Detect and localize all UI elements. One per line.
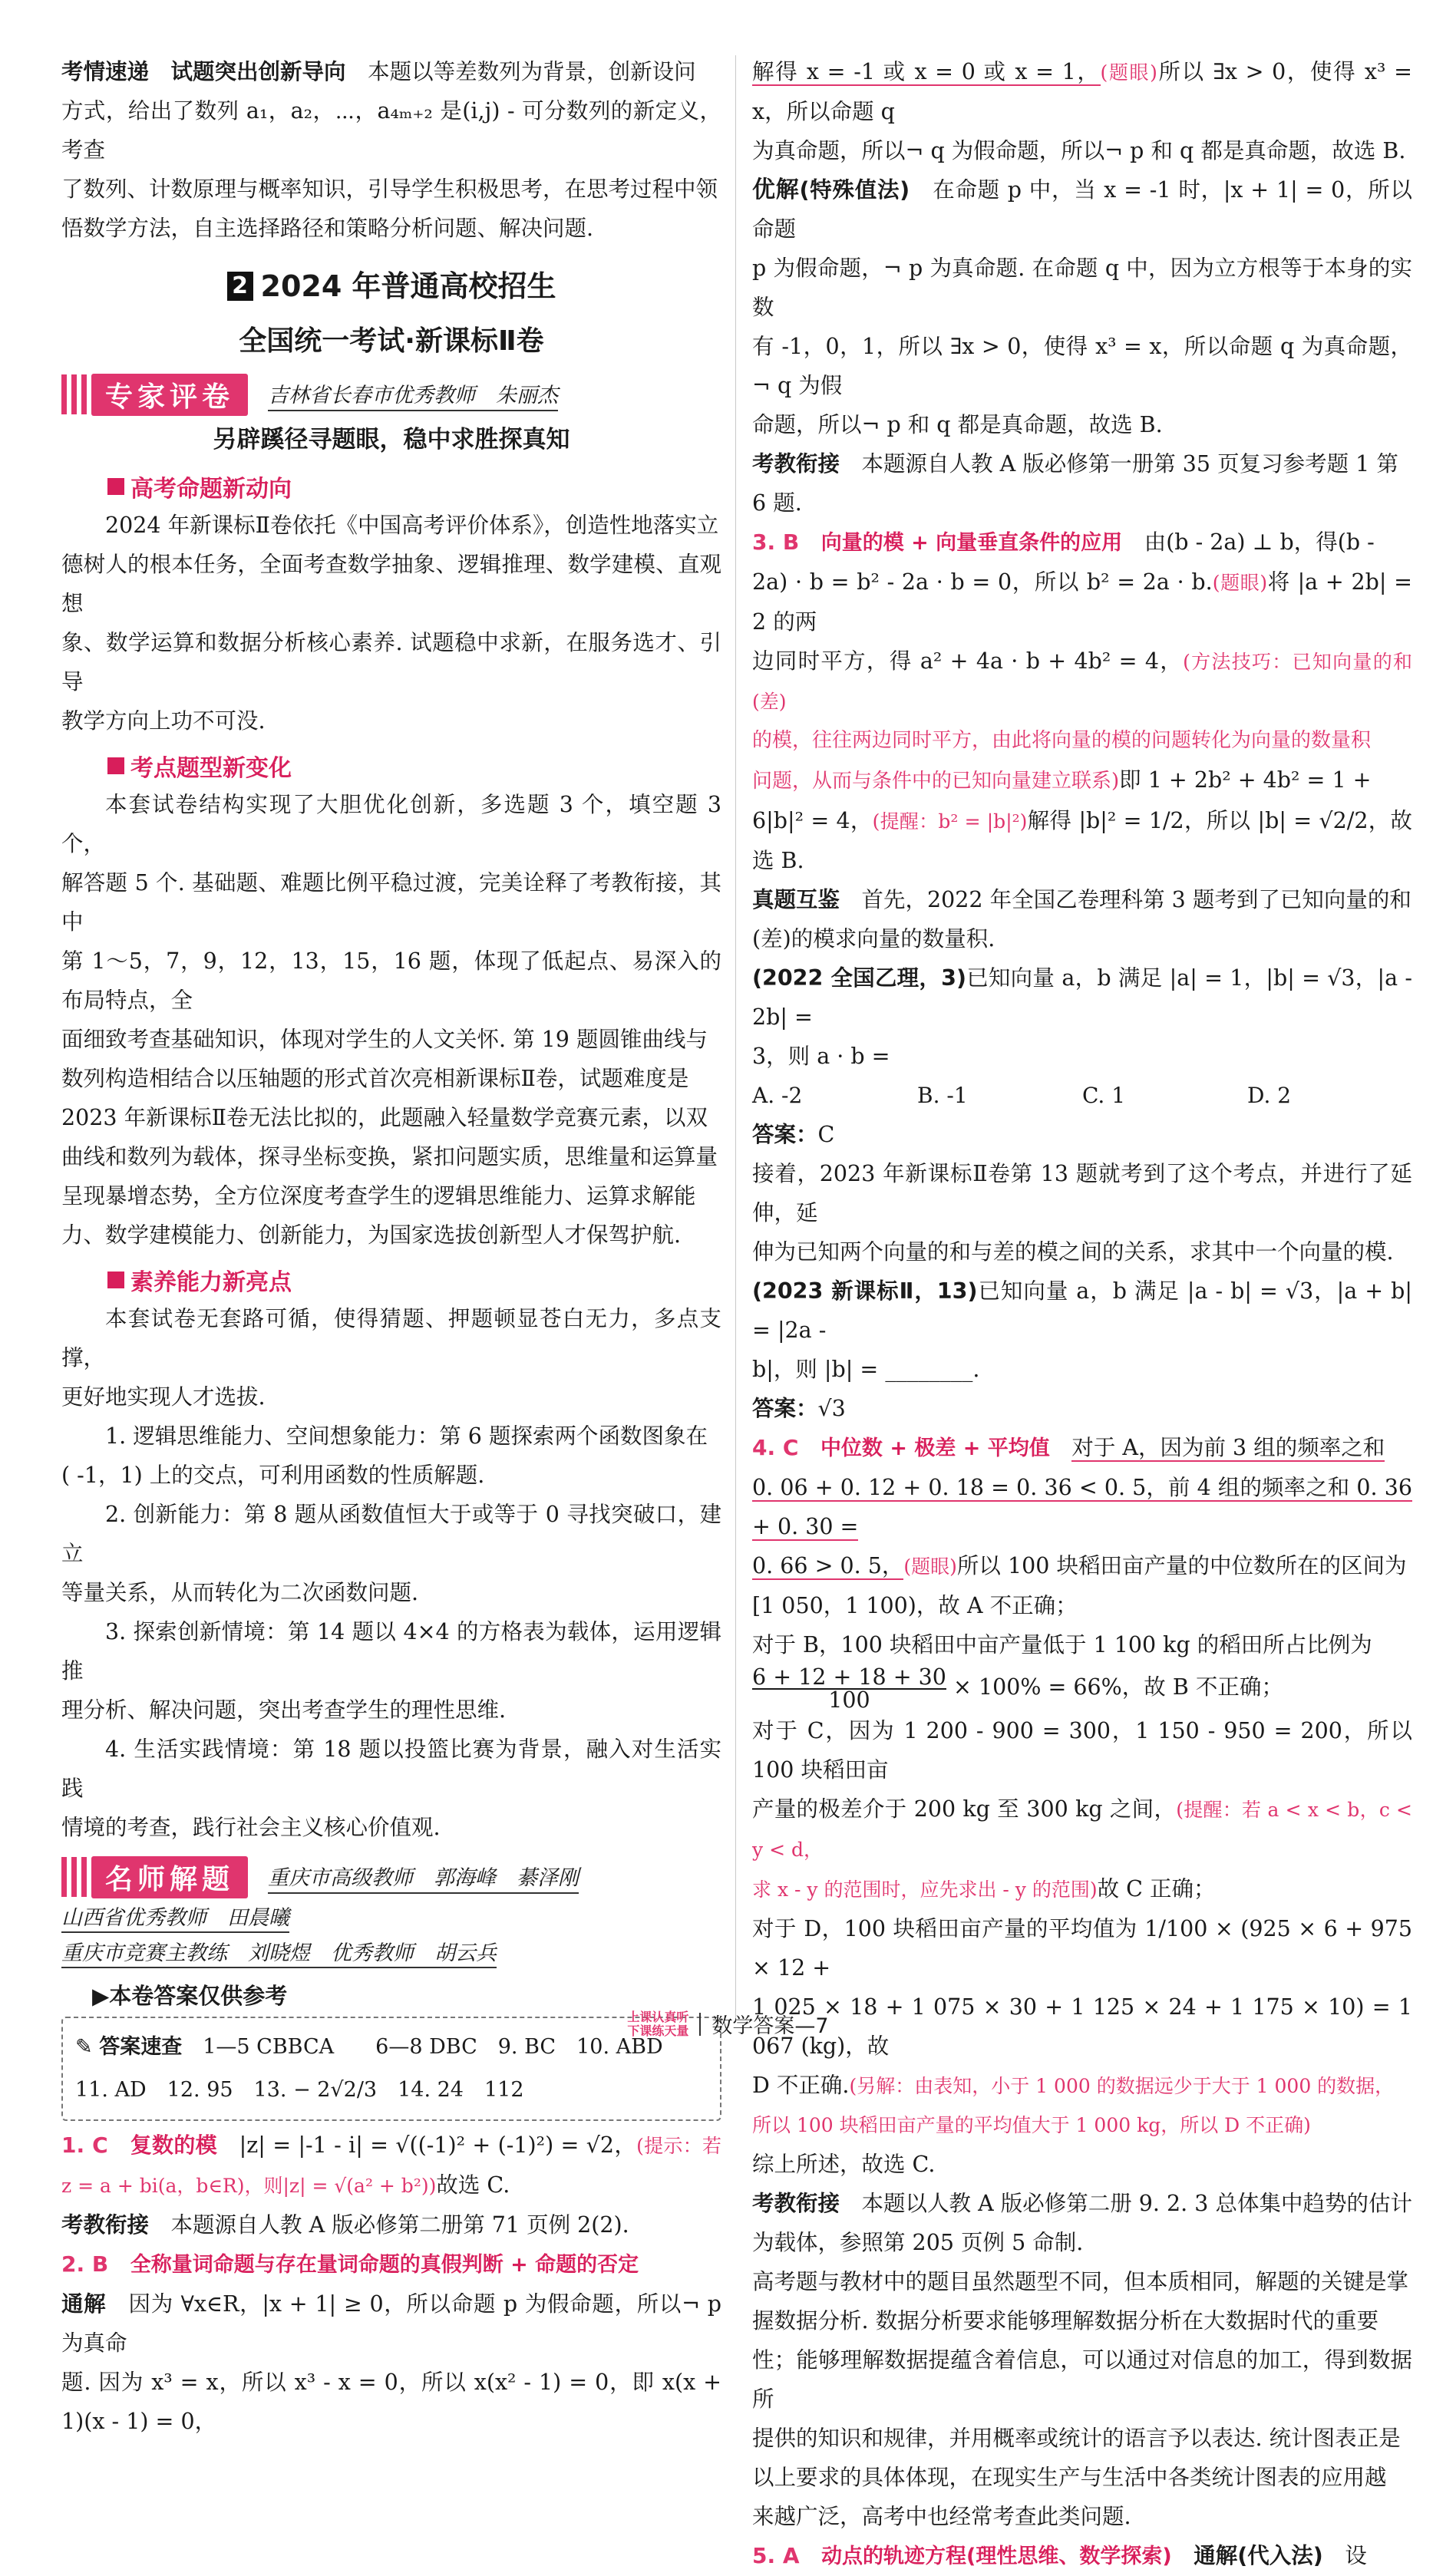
q4-line: 所以 100 块稻田亩产量的平均值大于 1 000 kg，所以 D 不正确) bbox=[752, 2113, 1311, 2136]
q4-link-line: 性；能够理解数据提蕴含着信息，可以通过对信息的加工，得到数据所 bbox=[752, 2347, 1412, 2412]
sec2-line: 第 1～5，7，9，12，13，15，16 题，体现了低起点、易深入的布局特点，全 bbox=[61, 948, 721, 1013]
footer-separator bbox=[699, 2013, 701, 2036]
intro-head: 试题突出创新导向 bbox=[170, 59, 346, 84]
follow-line: 伸为已知两个向量的和与差的模之间的关系，求其中一个向量的模. bbox=[752, 1239, 1394, 1265]
square-bullet-icon bbox=[107, 478, 124, 495]
answer-key-line1: ✎ 答案速查 1—5 CBBCA 6—8 DBC 9. BC 10. ABD bbox=[75, 2035, 663, 2059]
teacher-author-line: 重庆市竞赛主教练 刘晓煜 优秀教师 胡云兵 bbox=[61, 1936, 721, 1971]
q4-line: 1 025 × 18 + 1 075 × 30 + 1 125 × 24 + 1 175 × 10) = 1 067 (kg)，故 bbox=[752, 1994, 1412, 2059]
option-a: A. -2 bbox=[752, 1083, 803, 1108]
sec3-line: ( -1，1) 上的交点，可利用函数的性质解题. bbox=[61, 1463, 485, 1488]
q4-link-line: 以上要求的具体体现，在现实生产与生活中各类统计图表的应用越 bbox=[752, 2464, 1387, 2490]
q3-line: 2a) · b = b² - 2a · b = 0，所以 b² = 2a · b.(题眼)将 |a + 2b| = 2 的两 bbox=[752, 569, 1412, 635]
option-d: D. 2 bbox=[1247, 1083, 1292, 1108]
intro-tag: 考情速递 bbox=[61, 59, 150, 84]
q2-line: 通解 因为 ∀x∈R，|x + 1| ≥ 0，所以命题 p 为假命题，所以¬ p 为真命 bbox=[61, 2291, 721, 2356]
q4-link-line: 提供的知识和规律，并用概率或统计的语言予以表达. 统计图表正是 bbox=[752, 2425, 1401, 2451]
sec2-line: 呈现暴增态势，全方位深度考查学生的逻辑思维能力、运算求解能 bbox=[61, 1183, 696, 1209]
banner-stripes bbox=[61, 374, 87, 414]
q2-line: 题. 因为 x³ = x，所以 x³ - x = 0，所以 x(x² - 1) = 0，即 x(x + 1)(x - 1) = 0， bbox=[61, 2370, 721, 2434]
section-heading: 高考命题新动向 bbox=[107, 467, 721, 506]
section-heading: 考点题型新变化 bbox=[107, 747, 721, 785]
q3-line: 问题，从而与条件中的已知向量建立联系)即 1 + 2b² + 4b² = 1 + bbox=[752, 767, 1372, 793]
sec2-line: 曲线和数列为载体，探寻坐标变换，紧扣问题实质，思维量和运算量 bbox=[61, 1144, 718, 1169]
q4-link-line: 为载体，参照第 205 页例 5 命制. bbox=[752, 2229, 1084, 2255]
reference-note: ▶本卷答案仅供参考 bbox=[92, 1983, 288, 2009]
expert-subtitle: 另辟蹊径寻题眼，稳中求胜探真知 bbox=[213, 426, 570, 454]
answer-key-line2: 11. AD 12. 95 13. − 2√2/3 14. 24 112 bbox=[75, 2078, 524, 2102]
q4-line: 0. 66 > 0. 5，(题眼)所以 100 块稻田亩产量的中位数所在的区间为 bbox=[752, 1553, 1407, 1578]
example2-line: b|，则 |b| = ________. bbox=[752, 1357, 980, 1382]
expert-author: 吉林省长春市优秀教师 朱丽杰 bbox=[268, 378, 558, 411]
q3-solution: 3. B 向量的模 + 向量垂直条件的应用 由(b - 2a) ⊥ b，得(b - bbox=[752, 529, 1375, 555]
sec2-line: 数列构造相结合以压轴题的形式首次亮相新课标Ⅱ卷，试题难度是 bbox=[61, 1066, 689, 1091]
sec3-line: 情境的考查，践行社会主义核心价值观. bbox=[61, 1815, 441, 1840]
sec1-line: 教学方向上功不可没. bbox=[61, 708, 266, 734]
sec2-line: 力、数学建模能力、创新能力，为国家选拔创新型人才保驾护航. bbox=[61, 1222, 682, 1248]
exam-title-line2: 全国统一考试·新课标Ⅱ卷 bbox=[239, 325, 544, 357]
q5-heading: 5. A 动点的轨迹方程(理性思维、数学探索) 通解(代入法) 设 bbox=[752, 2542, 1367, 2568]
page-number: 数学答案—7 bbox=[711, 2014, 829, 2038]
sec3-line: 3. 探索创新情境：第 14 题以 4×4 的方格表为载体，运用逻辑推 bbox=[61, 1619, 721, 1684]
real-exam-line: (差)的模求向量的数量积. bbox=[752, 926, 995, 952]
right-column bbox=[752, 52, 1412, 2576]
example1-options bbox=[752, 1076, 1412, 1115]
q4-line: 综上所述，故选 C. bbox=[752, 2151, 936, 2177]
q4-solution: 4. C 中位数 + 极差 + 平均值 对于 A，因为前 3 组的频率之和 bbox=[752, 1435, 1385, 1460]
sec1-line: 2024 年新课标Ⅱ卷依托《中国高考评价体系》，创造性地落实立 bbox=[105, 513, 719, 538]
q3-line: 6|b|² = 4，(提醒：b² = |b|²)解得 |b|² = 1/2，所以 |b| = √2/2，故选 B. bbox=[752, 808, 1412, 873]
sec3-line: 2. 创新能力：第 8 题从函数值恒大于或等于 0 寻找突破口，建立 bbox=[61, 1502, 721, 1566]
page-footer bbox=[0, 2009, 1456, 2039]
sec3-line: 更好地实现人才选拔. bbox=[61, 1384, 266, 1410]
sec3-line: 1. 逻辑思维能力、空间想象能力：第 6 题探索两个函数图象在 bbox=[105, 1423, 708, 1449]
sec1-line: 德树人的根本任务，全面考查数学抽象、逻辑推理、数学建模、直观想 bbox=[61, 552, 721, 616]
q4-link-line: 握数据分析. 数据分析要求能够理解数据分析在大数据时代的重要 bbox=[752, 2307, 1379, 2334]
q3-line: 的模，往往两边同时平方，由此将向量的模的问题转化为向量的数量积 bbox=[752, 729, 1372, 752]
example1: (2022 全国乙理，3)已知向量 a，b 满足 |a| = 1，|b| = √3，|a - 2b| = bbox=[752, 965, 1412, 1030]
answer-key-label: 答案速查 bbox=[99, 2035, 183, 2059]
exam-number-badge: 2 bbox=[227, 272, 253, 301]
intro-line: 方式，给出了数列 a₁，a₂，⋯，a₄ₘ₊₂ 是(i,j) - 可分数列的新定义，考查 bbox=[61, 98, 721, 163]
q4-line: [1 050，1 100)，故 A 不正确； bbox=[752, 1593, 1078, 1618]
q2-cont: 解得 x = -1 或 x = 0 或 x = 1，(题眼)所以 ∃x > 0，使得 x³ = x，所以命题 q bbox=[752, 59, 1412, 124]
q4-line: 对于 C，因为 1 200 - 900 = 300，1 150 - 950 = 200，所以 100 块稻田亩 bbox=[752, 1717, 1412, 1783]
sec2-line: 2023 年新课标Ⅱ卷无法比拟的，此题融入轻量数学竞赛元素，以双 bbox=[61, 1105, 708, 1130]
example1-answer: 答案：C bbox=[752, 1122, 835, 1147]
sec3-line: 本套试卷无套路可循，使得猜题、押题顿显苍白无力，多点支撑， bbox=[61, 1306, 721, 1370]
q3-line: 边同时平方，得 a² + 4a · b + 4b² = 4，(方法技巧：已知向量的和(差) bbox=[752, 648, 1412, 713]
exam-title-line1: 2 2024 年普通高校招生 bbox=[61, 263, 721, 309]
option-b: B. -1 bbox=[917, 1083, 968, 1108]
q4-link-line: 来越广泛，高考中也经常考查此类问题. bbox=[752, 2503, 1131, 2529]
teacher-label: 名师解题 bbox=[91, 1856, 248, 1898]
q2-optimal-line: p 为假命题，¬ p 为真命题. 在命题 q 中，因为立方根等于本身的实数 bbox=[752, 256, 1412, 320]
q4-line: D 不正确.(另解：由表知，小于 1 000 的数据远少于大于 1 000 的数据， bbox=[752, 2072, 1395, 2098]
example2: (2023 新课标Ⅱ，13)已知向量 a，b 满足 |a - b| = √3，|a + b| = |2a - bbox=[752, 1278, 1412, 1343]
q4-line: 对于 B，100 块稻田中亩产量低于 1 100 kg 的稻田所占比例为 bbox=[752, 1632, 1372, 1657]
q1-solution: 1. C 复数的模 |z| = |-1 - i| = √((-1)² + (-1)²) = √2，(提示：若 z = a + bi(a，b∈R)，则|z| = √(a² + b²))故选 C. bbox=[61, 2132, 721, 2198]
sec1-line: 象、数学运算和数据分析核心素养. 试题稳中求新，在服务选才、引导 bbox=[61, 630, 721, 694]
option-c: C. 1 bbox=[1082, 1083, 1126, 1108]
intro-line: 了数列、计数原理与概率知识，引导学生积极思考，在思考过程中领 bbox=[61, 176, 718, 202]
q2-link-line: 6 题. bbox=[752, 490, 802, 516]
section-heading: 素养能力新亮点 bbox=[107, 1261, 721, 1299]
banner-stripes bbox=[61, 1857, 87, 1897]
example1-line: 3，则 a · b = bbox=[752, 1044, 890, 1069]
example2-answer: 答案：√3 bbox=[752, 1396, 846, 1421]
expert-label: 专家评卷 bbox=[91, 374, 248, 416]
sec2-line: 本套试卷结构实现了大胆优化创新，多选题 3 个，填空题 3 个， bbox=[61, 792, 721, 856]
q2-optimal-line: 命题，所以¬ p 和 q 都是真命题，故选 B. bbox=[752, 412, 1163, 437]
sec3-line: 4. 生活实践情境：第 18 题以投篮比赛为背景，融入对生活实践 bbox=[61, 1737, 721, 1801]
sec2-line: 解答题 5 个. 基础题、难题比例平稳过渡，完美诠释了考教衔接，其中 bbox=[61, 870, 721, 935]
q4-link-line: 高考题与教材中的题目虽然题型不同，但本质相同，解题的关键是掌 bbox=[752, 2268, 1409, 2294]
column-divider bbox=[735, 55, 736, 2020]
follow-line: 接着，2023 年新课标Ⅱ卷第 13 题就考到了这个考点，并进行了延伸，延 bbox=[752, 1161, 1412, 1225]
q2-link: 考教衔接 本题源自人教 A 版必修第一册第 35 页复习参考题 1 第 bbox=[752, 451, 1398, 477]
teacher-author: 重庆市高级教师 郭海峰 綦泽刚 bbox=[268, 1861, 579, 1894]
q2-optimal-line: 有 -1，0，1，所以 ∃x > 0，使得 x³ = x，所以命题 q 为真命题，¬ q 为假 bbox=[752, 334, 1412, 398]
square-bullet-icon bbox=[107, 1272, 124, 1288]
q4-line: 求 x - y 的范围时，应先求出 - y 的范围)故 C 正确； bbox=[752, 1875, 1216, 1901]
q4-line: 对于 D，100 块稻田亩产量的平均值为 1/100 × (925 × 6 + 975 × 12 + bbox=[752, 1915, 1412, 1981]
sec2-line: 面细致考查基础知识，体现对学生的人文关怀. 第 19 题圆锥曲线与 bbox=[61, 1027, 708, 1052]
q4-line: 产量的极差介于 200 kg 至 300 kg 之间，(提醒：若 a < x < b，c < y < d， bbox=[752, 1796, 1412, 1861]
q4-link: 考教衔接 本题以人教 A 版必修第二册 9. 2. 3 总体集中趋势的估计 bbox=[752, 2190, 1412, 2216]
expert-banner bbox=[61, 371, 721, 418]
q4-line: 0. 06 + 0. 12 + 0. 18 = 0. 36 < 0. 5，前 4 组的频率之和 0. 36 + 0. 30 = bbox=[752, 1475, 1412, 1539]
teacher-author-line: 山西省优秀教师 田晨曦 bbox=[61, 1901, 721, 1936]
intro-para: 考情速递 试题突出创新导向 本题以等差数列为背景，创新设问 bbox=[61, 59, 696, 84]
square-bullet-icon bbox=[107, 757, 124, 774]
q2-heading: 2. B 全称量词命题与存在量词命题的真假判断 + 命题的否定 bbox=[61, 2251, 639, 2277]
teacher-banner bbox=[61, 1853, 721, 1901]
pencil-icon: ✎ bbox=[75, 2035, 93, 2059]
q2-cont: 为真命题，所以¬ q 为假命题，所以¬ p 和 q 都是真命题，故选 B. bbox=[752, 138, 1406, 163]
intro-line: 悟数学方法，自主选择路径和策略分析问题、解决问题. bbox=[61, 216, 594, 241]
real-exam: 真题互鉴 首先，2022 年全国乙卷理科第 3 题考到了已知向量的和 bbox=[752, 887, 1411, 912]
footer-logo: 上课认真听 下课练天量 bbox=[627, 2009, 689, 2038]
left-column bbox=[61, 52, 721, 2441]
sec3-line: 等量关系，从而转化为二次函数问题. bbox=[61, 1580, 419, 1605]
sec3-line: 理分析、解决问题，突出考查学生的理性思维. bbox=[61, 1697, 507, 1723]
q2-optimal: 优解(特殊值法) 在命题 p 中，当 x = -1 时，|x + 1| = 0，所以命题 bbox=[752, 176, 1413, 242]
q4-line: $\frac{6 + 12 + 18 + 30}{100}$ × 100% = 66%，故 B 不正确； bbox=[752, 1664, 1283, 1713]
q1-link: 考教衔接 本题源自人教 A 版必修第二册第 71 页例 2(2). bbox=[61, 2212, 629, 2238]
